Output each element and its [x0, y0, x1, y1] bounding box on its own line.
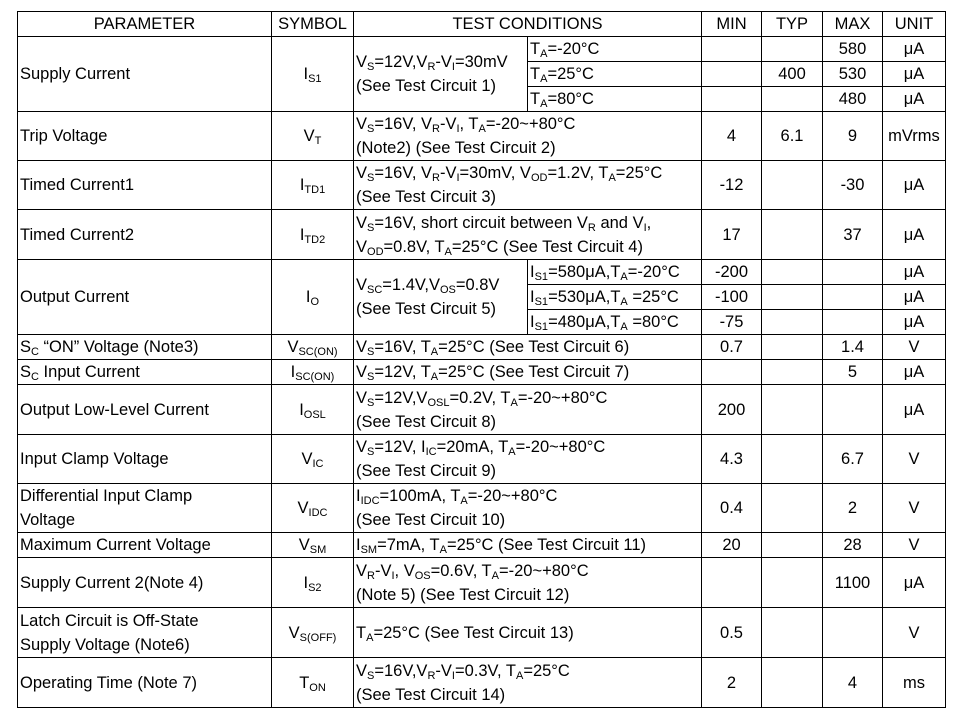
max-cell: 530 [823, 62, 883, 87]
sub-condition-cell: $T_A=80^\circ C$ [528, 87, 702, 112]
condition-cell: $V_{SC}=1.4V,V_{OS}=0.8V$ (See Test Circuit 5) [354, 260, 528, 335]
min-cell [702, 37, 762, 62]
header-max: MAX [823, 12, 883, 37]
unit-cell: μA [883, 87, 946, 112]
unit-cell: μA [883, 285, 946, 310]
typ-cell: 6.1 [762, 112, 823, 161]
max-cell [823, 260, 883, 285]
unit-cell: μA [883, 210, 946, 260]
max-cell: 5 [823, 360, 883, 385]
parameter-cell: Timed Current2 [18, 210, 272, 260]
table-row [18, 161, 946, 210]
typ-cell [762, 385, 823, 435]
sub-condition-cell: $T_A=25^\circ C$ [528, 62, 702, 87]
parameter-cell: Timed Current1 [18, 161, 272, 210]
header-min: MIN [702, 12, 762, 37]
header-test-conditions: TEST CONDITIONS [354, 12, 702, 37]
max-cell [823, 385, 883, 435]
parameter-cell: Input Clamp Voltage [18, 435, 272, 484]
typ-cell: 400 [762, 62, 823, 87]
unit-cell: V [883, 484, 946, 533]
unit-cell: V [883, 533, 946, 558]
unit-cell: V [883, 435, 946, 484]
unit-cell: μA [883, 37, 946, 62]
typ-cell [762, 484, 823, 533]
typ-cell [762, 558, 823, 608]
unit-cell: mVrms [883, 112, 946, 161]
typ-cell [762, 335, 823, 360]
min-cell: 0.5 [702, 608, 762, 658]
max-cell: 1100 [823, 558, 883, 608]
unit-cell: μA [883, 161, 946, 210]
parameter-cell: Trip Voltage [18, 112, 272, 161]
max-cell: 4 [823, 658, 883, 708]
table-row [18, 608, 946, 658]
table-row [18, 435, 946, 484]
header-unit: UNIT [883, 12, 946, 37]
min-cell: 4.3 [702, 435, 762, 484]
condition-cell: $I_{SM}=7mA$, $T_A=25^\circ C$ (See Test Circuit 11) [354, 533, 702, 558]
condition-cell: $V_S=16V$, $V_R-V_I$, $T_A=-20\sim+80^\circ C$ (Note2) (See Test Circuit 2) [354, 112, 702, 161]
typ-cell [762, 360, 823, 385]
min-cell: 2 [702, 658, 762, 708]
symbol-cell: $V_{IDC}$ [272, 484, 354, 533]
sub-condition-cell: $I_{S1}=480\mu A,T_A =80^\circ C$ [528, 310, 702, 335]
table-row [18, 558, 946, 608]
typ-cell [762, 87, 823, 112]
max-cell: 2 [823, 484, 883, 533]
table-row [18, 210, 946, 260]
max-cell [823, 285, 883, 310]
symbol-cell: $I_{OSL}$ [272, 385, 354, 435]
typ-cell [762, 285, 823, 310]
symbol-cell: $I_O$ [272, 260, 354, 335]
max-cell: 9 [823, 112, 883, 161]
unit-cell: V [883, 608, 946, 658]
max-cell: 37 [823, 210, 883, 260]
symbol-cell: $I_{SC(ON)}$ [272, 360, 354, 385]
unit-cell: μA [883, 558, 946, 608]
parameter-cell: Maximum Current Voltage [18, 533, 272, 558]
condition-cell: $V_S=16V$, $T_A=25^\circ C$ (See Test Circuit 6) [354, 335, 702, 360]
condition-cell: $V_S=16V$, $V_R-V_I=30mV$, $V_{OD}=1.2V$, $T_A=25^\circ C$ (See Test Circuit 3) [354, 161, 702, 210]
symbol-cell: $I_{TD1}$ [272, 161, 354, 210]
max-cell [823, 608, 883, 658]
table-row [18, 112, 946, 161]
header-parameter: PARAMETER [18, 12, 272, 37]
header-symbol: SYMBOL [272, 12, 354, 37]
max-cell: 1.4 [823, 335, 883, 360]
sub-condition-cell: $T_A=-20^\circ C$ [528, 37, 702, 62]
symbol-cell: $V_{SM}$ [272, 533, 354, 558]
condition-cell: $I_{IDC}=100mA$, $T_A=-20\sim+80^\circ C$ (See Test Circuit 10) [354, 484, 702, 533]
unit-cell: μA [883, 385, 946, 435]
symbol-cell: $V_{SC(ON)}$ [272, 335, 354, 360]
condition-cell: $V_S=12V,V_R-V_I=30mV$ (See Test Circuit 1) [354, 37, 528, 112]
unit-cell: μA [883, 360, 946, 385]
min-cell [702, 62, 762, 87]
typ-cell [762, 210, 823, 260]
table-row [18, 335, 946, 360]
max-cell [823, 310, 883, 335]
typ-cell [762, 310, 823, 335]
unit-cell: μA [883, 260, 946, 285]
min-cell: 20 [702, 533, 762, 558]
typ-cell [762, 608, 823, 658]
max-cell: -30 [823, 161, 883, 210]
unit-cell: μA [883, 310, 946, 335]
min-cell [702, 360, 762, 385]
min-cell: 0.4 [702, 484, 762, 533]
spec-table [17, 11, 946, 708]
header-row [18, 12, 946, 37]
max-cell: 580 [823, 37, 883, 62]
parameter-cell: Differential Input Clamp Voltage [18, 484, 272, 533]
typ-cell [762, 161, 823, 210]
sub-condition-cell: $I_{S1}=580\mu A,T_A=-20^\circ C$ [528, 260, 702, 285]
table-row [18, 658, 946, 708]
parameter-cell: Latch Circuit is Off-State Supply Voltage (Note6) [18, 608, 272, 658]
min-cell: 4 [702, 112, 762, 161]
parameter-cell: Output Low-Level Current [18, 385, 272, 435]
unit-cell: V [883, 335, 946, 360]
typ-cell [762, 658, 823, 708]
condition-cell: $T_A=25^\circ C$ (See Test Circuit 13) [354, 608, 702, 658]
table-row [18, 360, 946, 385]
min-cell: 0.7 [702, 335, 762, 360]
min-cell: 200 [702, 385, 762, 435]
symbol-cell: $T_{ON}$ [272, 658, 354, 708]
min-cell [702, 87, 762, 112]
min-cell: -200 [702, 260, 762, 285]
min-cell [702, 558, 762, 608]
max-cell: 28 [823, 533, 883, 558]
condition-cell: $V_S=12V,V_{OSL}=0.2V$, $T_A=-20\sim+80^\circ C$ (See Test Circuit 8) [354, 385, 702, 435]
parameter-cell: Supply Current [18, 37, 272, 112]
symbol-cell: $I_{TD2}$ [272, 210, 354, 260]
parameter-cell: Output Current [18, 260, 272, 335]
symbol-cell: $V_{IC}$ [272, 435, 354, 484]
condition-cell: $V_S=16V,V_R-V_I=0.3V$, $T_A=25^\circ C$ (See Test Circuit 14) [354, 658, 702, 708]
symbol-cell: $I_{S1}$ [272, 37, 354, 112]
table-row [18, 484, 946, 533]
parameter-cell: Operating Time (Note 7) [18, 658, 272, 708]
table-row [18, 533, 946, 558]
typ-cell [762, 533, 823, 558]
table-row [18, 260, 946, 285]
min-cell: -75 [702, 310, 762, 335]
max-cell: 6.7 [823, 435, 883, 484]
sub-condition-cell: $I_{S1}=530\mu A,T_A =25^\circ C$ [528, 285, 702, 310]
typ-cell [762, 37, 823, 62]
min-cell: -100 [702, 285, 762, 310]
condition-cell: $V_R-V_I$, $V_{OS}=0.6V$, $T_A=-20\sim+80^\circ C$ (Note 5) (See Test Circuit 12) [354, 558, 702, 608]
unit-cell: ms [883, 658, 946, 708]
symbol-cell: $V_{S(OFF)}$ [272, 608, 354, 658]
table-row [18, 37, 946, 62]
symbol-cell: $V_T$ [272, 112, 354, 161]
symbol-cell: $I_{S2}$ [272, 558, 354, 608]
unit-cell: μA [883, 62, 946, 87]
min-cell: 17 [702, 210, 762, 260]
condition-cell: $V_S=12V$, $T_A=25^\circ C$ (See Test Circuit 7) [354, 360, 702, 385]
typ-cell [762, 260, 823, 285]
parameter-cell: Supply Current 2(Note 4) [18, 558, 272, 608]
header-typ: TYP [762, 12, 823, 37]
parameter-cell: $S_C$ Input Current [18, 360, 272, 385]
max-cell: 480 [823, 87, 883, 112]
condition-cell: $V_S=12V$, $I_{IC}=20mA$, $T_A=-20\sim+80^\circ C$ (See Test Circuit 9) [354, 435, 702, 484]
condition-cell: $V_S=16V$, short circuit between $V_R$ and $V_I$, $V_{OD}=0.8V$, $T_A=25^\circ C$ (See Test Circuit 4) [354, 210, 702, 260]
typ-cell [762, 435, 823, 484]
parameter-cell: $S_C$ “ON” Voltage (Note3) [18, 335, 272, 360]
table-row [18, 385, 946, 435]
min-cell: -12 [702, 161, 762, 210]
